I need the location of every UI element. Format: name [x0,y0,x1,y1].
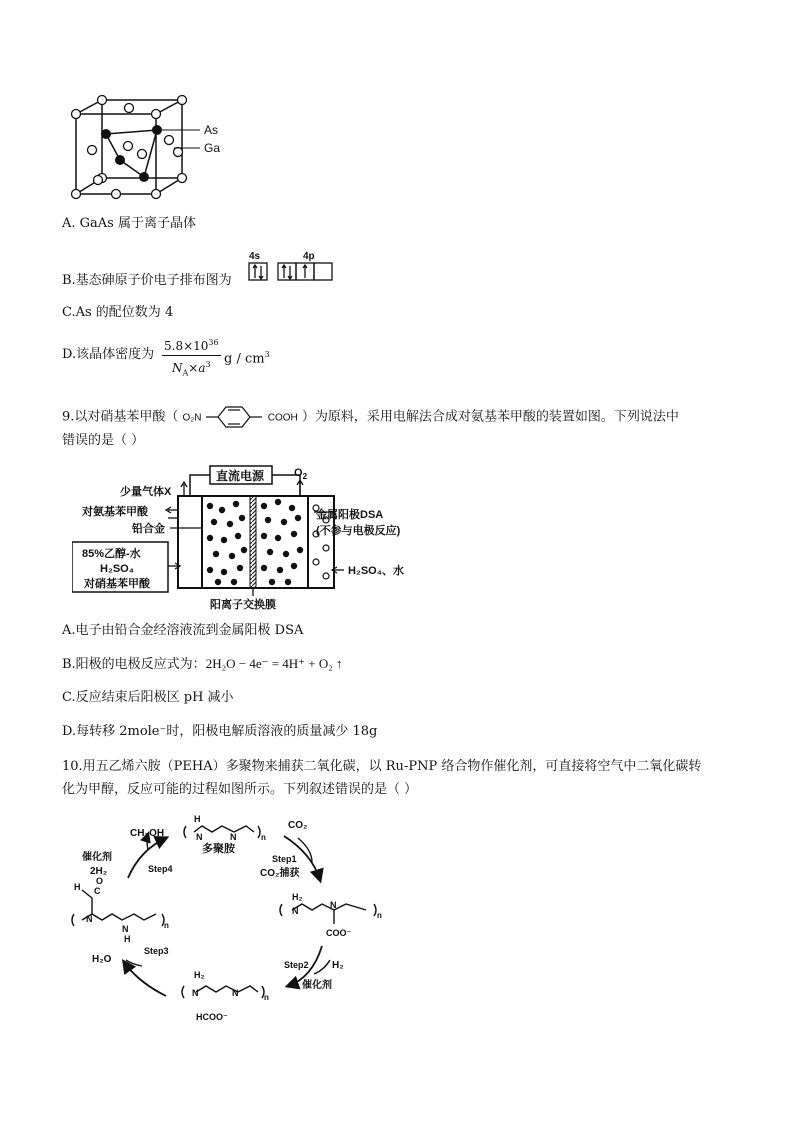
q8-option-c: C.As 的配位数为 4 [62,305,174,320]
o2-label: $O_2$ [294,467,308,481]
ga-label: Ga [204,141,221,155]
q9-option-d: D.每转移 2mole⁻时，阳极电解质溶液的质量减少 18g [62,724,378,739]
gas-x-label: 少量气体X [120,486,172,498]
step4-label: Step4 [148,864,173,874]
svg-text:N: N [122,924,129,934]
svg-text:N: N [86,914,93,924]
q8-option-a: A. GaAs 属于离子晶体 [62,216,196,231]
svg-text:H₂: H₂ [292,892,303,902]
q9-stem-line2: 错误的是（ ） [62,433,145,448]
svg-text:N: N [192,988,199,998]
nitrobenzoic-acid-structure: O₂N COOH [183,404,298,430]
lead-alloy-label: 铅合金 [132,523,165,535]
h2-label: H₂ [332,960,344,971]
co2-to-methanol-cycle-figure [66,810,386,1032]
svg-text:C: C [94,886,101,896]
water-label: H₂O [92,954,112,965]
q9-stem-line1: 9.以对硝基苯甲酸（ O₂N COOH ）为原料，采用电解法合成对氨基苯甲酸的装置如图。下列说法中 [62,404,679,426]
anode-note: (不参与电极反应) [316,525,401,537]
svg-text:H₂: H₂ [194,970,205,980]
power-source-label: 直流电源 [216,469,265,483]
cathode-feed-line2: H₂SO₄ [100,563,134,575]
anode-label: 金属阳极DSA [316,509,384,521]
carbamate-coo-label: COO⁻ [326,928,352,938]
svg-text:N: N [232,988,239,998]
step3-label: Step3 [144,946,169,956]
svg-text:n: n [164,921,169,930]
svg-text:N: N [330,900,337,910]
step2-label: Step2 [284,960,309,970]
cathode-feed-line3: 对硝基苯甲酸 [84,578,150,590]
catalyst-label-step2: 催化剂 [302,980,332,991]
svg-text:H: H [124,934,131,944]
q10-stem-line1: 10.用五乙烯六胺（PEHA）多聚物来捕获二氧化碳，以 Ru-PNP 络合物作催化剂，可直接将空气中二氧化碳转 [62,759,702,774]
svg-text:O: O [96,876,104,886]
anode-feed-label: H₂SO₄、水 [348,565,404,577]
q9-option-c: C.反应结束后阳极区 pH 减小 [62,690,234,705]
step1-note: CO₂捕获 [260,868,300,879]
svg-text:n: n [261,833,266,842]
svg-text:H: H [74,882,81,892]
cathode-feed-line1: 85%乙醇-水 [82,548,141,560]
q9-option-b: B.阳极的电极反应式为：2H₂O − 4e⁻ = 4H⁺ + O₂ ↑ [62,656,343,672]
formate-label: HCOO⁻ [196,1012,228,1022]
polyamine-label: 多聚胺 [202,843,235,855]
q10-stem-line2: 化为甲醇，反应可能的过程如图所示。下列叙述错误的是（ ） [62,782,418,797]
step1-label: Step1 [272,854,297,864]
two-h2-label: 2H₂ [90,866,108,877]
svg-text:H: H [194,814,201,824]
electrolysis-apparatus-figure [72,462,432,614]
svg-text:N: N [196,832,203,842]
svg-text:N: N [292,906,299,916]
methanol-label: CH₃OH [130,828,165,839]
product-label: 对氨基苯甲酸 [82,506,148,518]
membrane-label: 阳离子交换膜 [210,599,276,611]
gaas-unit-cell-figure [62,90,242,205]
svg-text:N: N [230,832,237,842]
q9-option-a: A.电子由铅合金经溶液流到金属阳极 DSA [62,623,304,638]
orbital-diagram [248,262,336,282]
svg-text:n: n [264,993,269,1002]
svg-text:n: n [377,911,382,920]
catalyst-label-step4: 催化剂 [82,852,112,863]
density-fraction: $\frac{5.8\times 10^{36}}{N_A\times a^3}$ [162,334,221,382]
co2-label: CO₂ [288,820,308,831]
as-label: As [204,123,219,137]
